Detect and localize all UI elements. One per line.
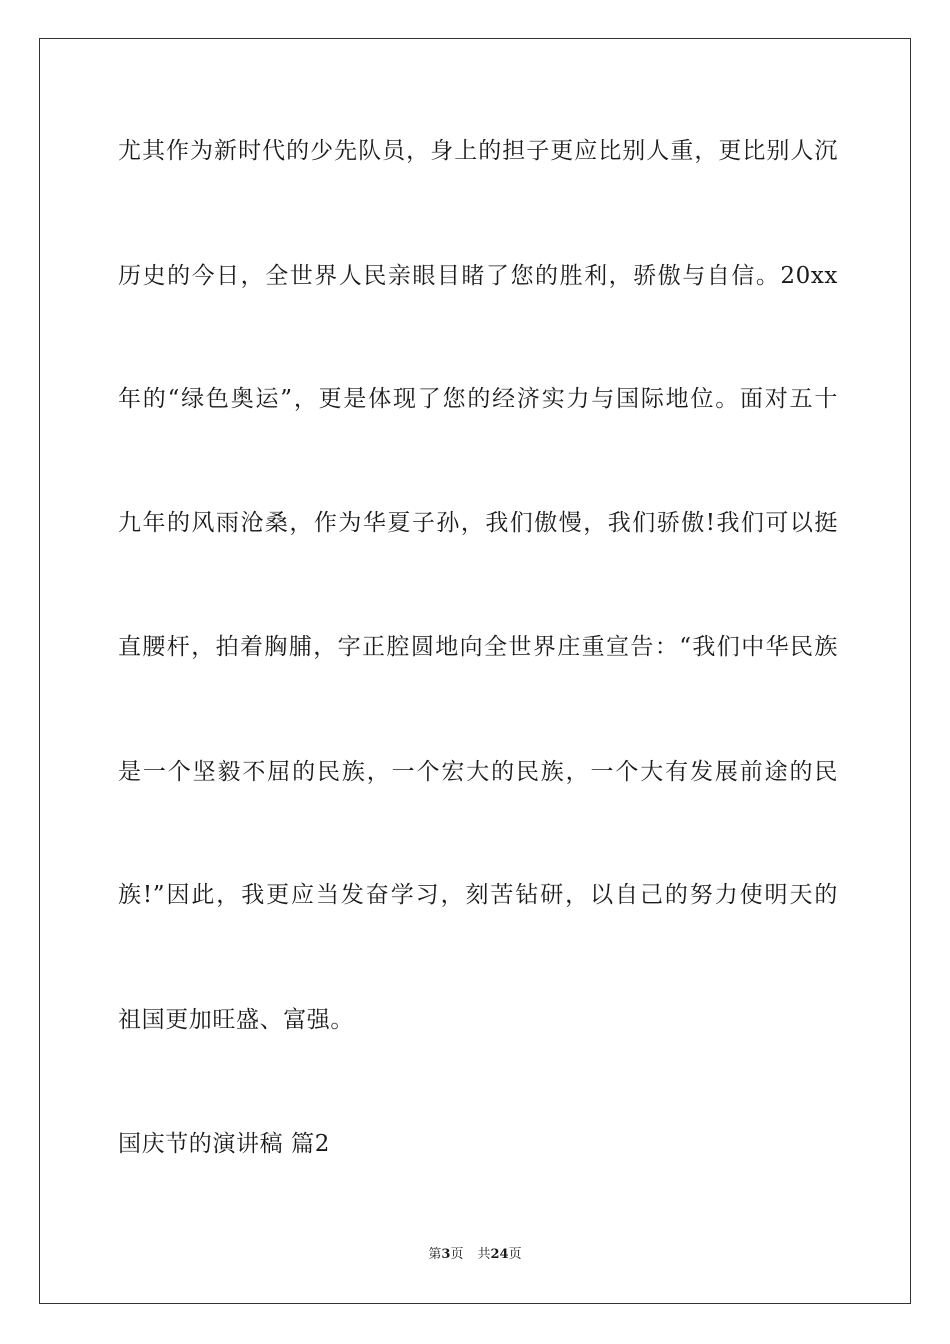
page-suffix: 页 bbox=[450, 1247, 464, 1262]
section-heading: 国庆节的演讲稿 篇2 bbox=[118, 1131, 330, 1157]
page-prefix: 第 bbox=[428, 1247, 442, 1262]
body-text-line-3: 年的“绿色奥运”，更是体现了您的经济实力与国际地位。面对五十 bbox=[118, 386, 838, 412]
body-text-line-1: 尤其作为新时代的少先队员，身上的担子更应比别人重，更比别人沉 bbox=[118, 138, 838, 164]
body-text-line-2: 历史的今日，全世界人民亲眼目睹了您的胜利，骄傲与自信。20xx bbox=[118, 263, 838, 289]
page-number: 3 bbox=[441, 1247, 451, 1262]
total-prefix: 共 bbox=[477, 1247, 491, 1262]
page-border bbox=[39, 38, 911, 1304]
total-pages: 24 bbox=[490, 1247, 509, 1262]
body-text-line-8: 祖国更加旺盛、富强。 bbox=[118, 1007, 354, 1033]
body-text-line-7: 族!”因此，我更应当发奋学习，刻苦钻研，以自己的努力使明天的 bbox=[118, 882, 838, 908]
body-text-line-5: 直腰杆，拍着胸脯，字正腔圆地向全世界庄重宣告：“我们中华民族 bbox=[118, 634, 838, 660]
page-footer bbox=[0, 1246, 950, 1264]
total-suffix: 页 bbox=[508, 1247, 522, 1262]
body-text-line-6: 是一个坚毅不屈的民族，一个宏大的民族，一个大有发展前途的民 bbox=[118, 759, 838, 785]
body-text-line-4: 九年的风雨沧桑，作为华夏子孙，我们傲慢，我们骄傲!我们可以挺 bbox=[118, 510, 838, 536]
